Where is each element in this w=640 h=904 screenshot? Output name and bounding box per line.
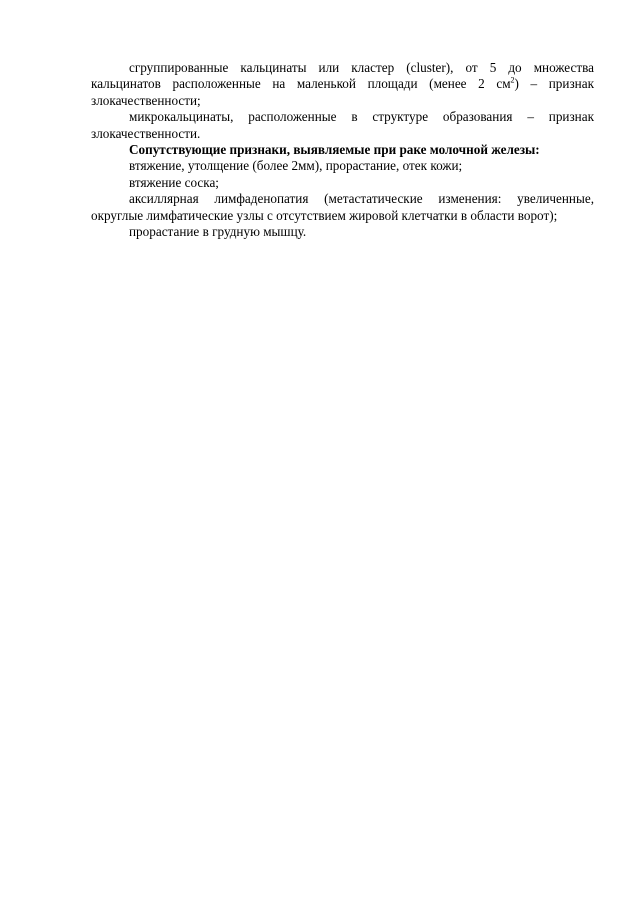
paragraph-microcalcifications: микрокальцинаты, расположенные в структуре образования – признак злокачественности.: [91, 109, 594, 141]
document-body: [91, 60, 594, 240]
list-item-axillary-lymphadenopathy: аксиллярная лимфаденопатия (метастатические изменения: увеличенные, округлые лимфатические узлы с отсутствием жировой клетчатки в области ворот);: [91, 191, 594, 223]
list-item-skin-signs: втяжение, утолщение (более 2мм), прорастание, отек кожи;: [129, 158, 463, 174]
list-item-pectoral-invasion: прорастание в грудную мышцу.: [129, 224, 307, 240]
list-item-nipple-retraction: втяжение соска;: [129, 174, 219, 190]
paragraph-text: сгруппированные кальцинаты или кластер (cluster), от 5 до множества кальцинатов расположенные на маленькой площади (менее 2 см: [91, 60, 594, 92]
superscript-2: 2: [510, 76, 515, 86]
paragraph-clustered-calcifications: [91, 60, 594, 109]
paragraph-text-continued: ) – признак злокачественности;: [91, 76, 594, 108]
section-heading-associated-signs: Сопутствующие признаки, выявляемые при раке молочной железы:: [129, 142, 540, 158]
